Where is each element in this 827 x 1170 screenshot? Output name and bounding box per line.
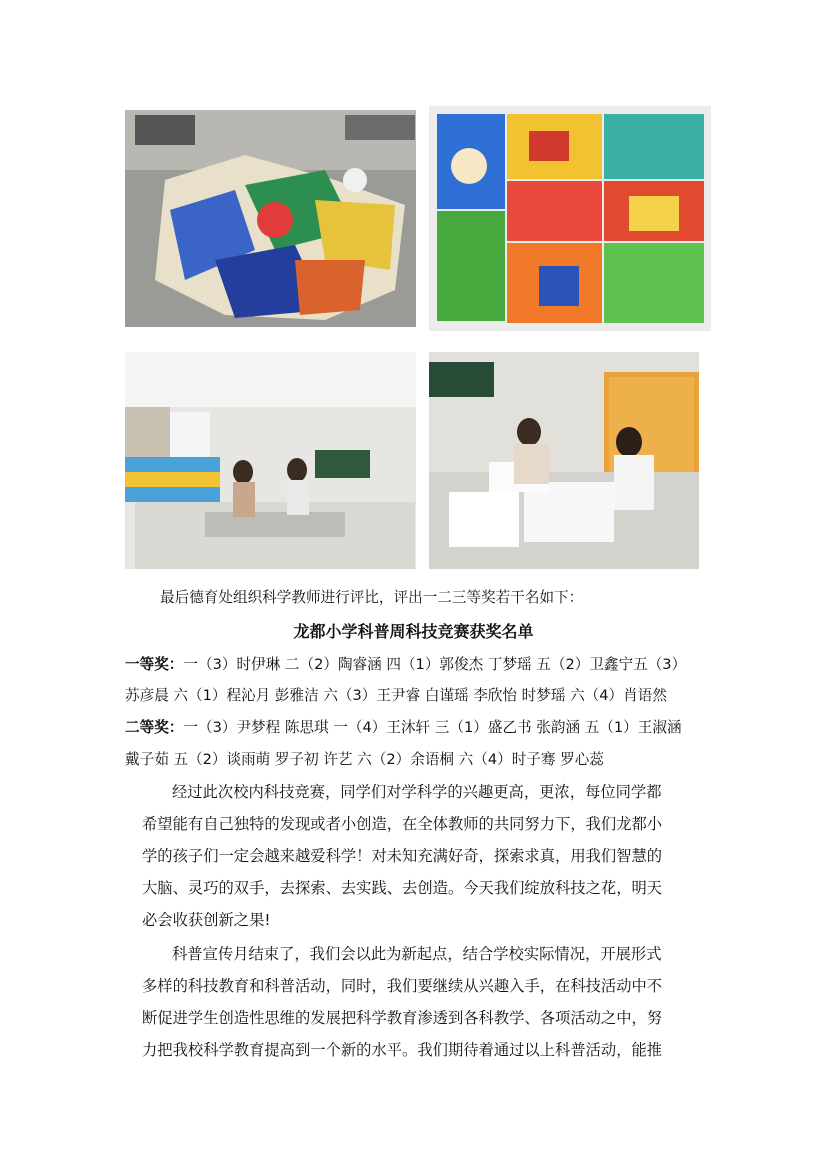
second-prize-label: 二等奖：: [125, 719, 184, 736]
second-prize-names-1: 一（3）尹梦程 陈思琪 一（4）王沐轩 三（1）盛乙书 张韵涵 五（1）王淑涵: [183, 719, 682, 736]
photo-classroom-teachers: [125, 352, 416, 569]
paragraph-line: 希望能有自己独特的发现或者小创造，在全体教师的共同努力下，我们龙都小: [142, 815, 663, 833]
paragraph-line: 断促进学生创造性思维的发展把科学教育渗透到各科教学、各项活动之中，努: [142, 1009, 663, 1027]
paragraph-line: 必会收获创新之果!: [142, 911, 271, 929]
paragraph-line: 经过此次校内科技竞赛，同学们对学科学的兴趣更高，更浓，每位同学都: [172, 783, 662, 801]
photo-teachers-grading: [429, 352, 699, 569]
first-prize-label: 一等奖：: [125, 656, 184, 673]
first-prize-line-1: [125, 653, 686, 674]
paragraph-line: 科普宣传月结束了，我们会以此为新起点，结合学校实际情况，开展形式: [172, 945, 662, 963]
paragraph-line: 学的孩子们一定会越来越爱科学！对未知充满好奇，探索求真，用我们智慧的: [142, 847, 663, 865]
second-prize-line-1: [125, 716, 682, 737]
intro-sentence: 最后德育处组织科学教师进行评比，评出一二三等奖若干名如下：: [160, 589, 584, 606]
paragraph-line: 多样的科技教育和科普活动，同时，我们要继续从兴趣入手，在科技活动中不: [142, 977, 663, 995]
first-prize-names-1: 一（3）时伊琳 二（2）陶睿涵 四（1）郭俊杰 丁梦瑶 五（2）卫鑫宁五（3）: [183, 656, 687, 673]
photo-drawings-on-table: [125, 110, 416, 327]
second-prize-names-2: 戴子茹 五（2）谈雨萌 罗子初 许艺 六（2）余语桐 六（4）时子骞 罗心蕊: [125, 751, 604, 768]
paragraph-line: 大脑、灵巧的双手，去探索、去实践、去创造。今天我们绽放科技之花，明天: [142, 879, 663, 897]
award-list-title: 龙都小学科普周科技竞赛获奖名单: [293, 622, 534, 641]
photo-drawings-wall: [429, 106, 711, 331]
paragraph-line: 力把我校科学教育提高到一个新的水平。我们期待着通过以上科普活动，能推: [142, 1041, 663, 1059]
first-prize-names-2: 苏彦晨 六（1）程沁月 彭雅洁 六（3）王尹睿 白谨瑶 李欣怡 时梦瑶 六（4）肖语然: [125, 687, 667, 704]
